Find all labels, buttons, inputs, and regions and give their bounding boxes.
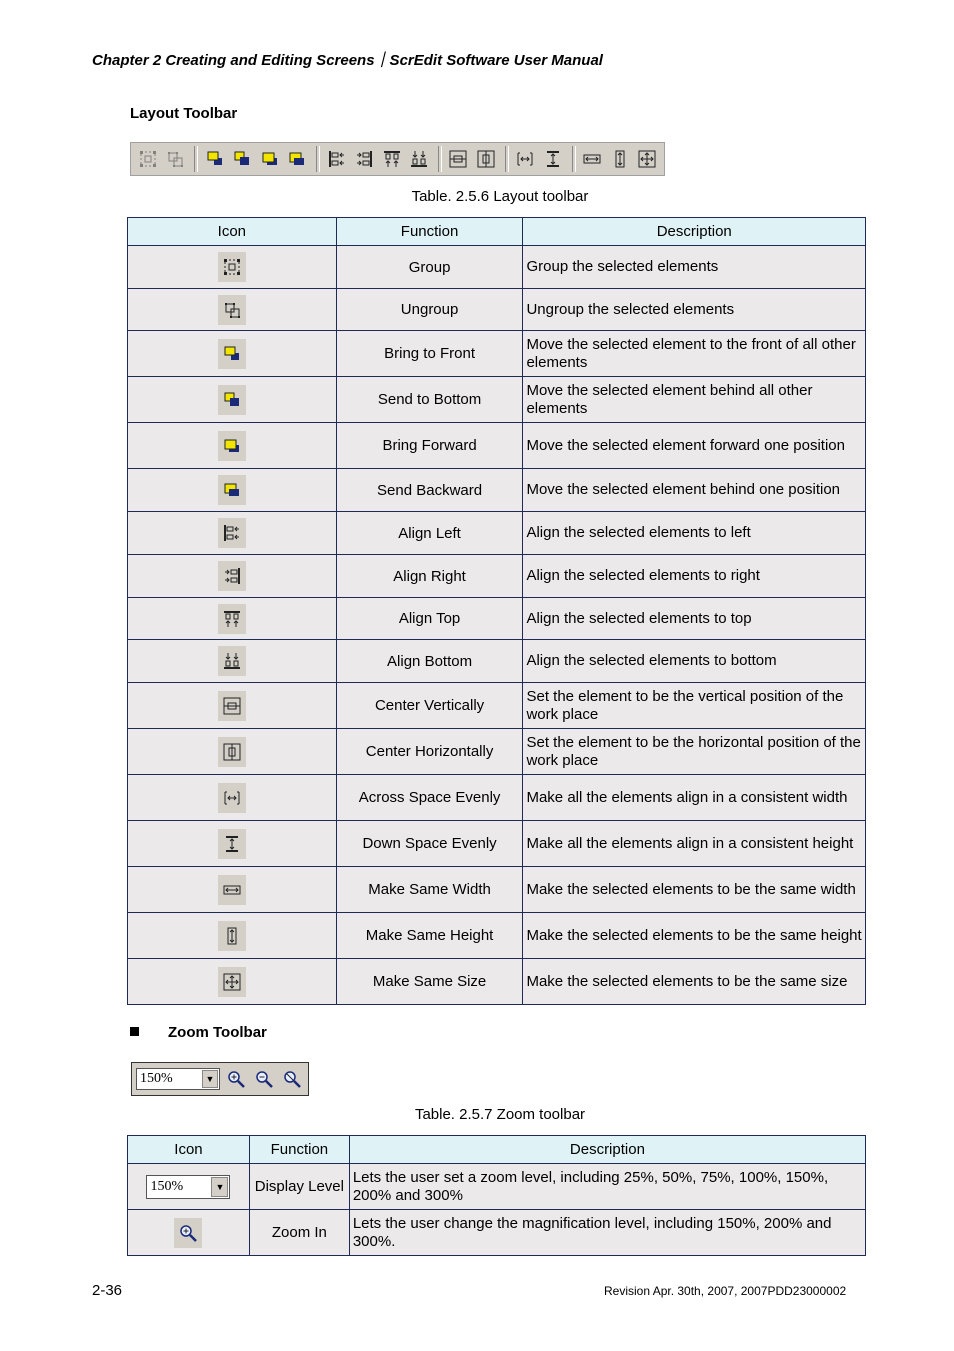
function-cell: Make Same Width (336, 867, 523, 913)
description-cell: Set the element to be the vertical position of the work place (523, 683, 866, 729)
align-right-icon[interactable] (353, 148, 374, 170)
zoom-level-select[interactable] (136, 1068, 220, 1090)
description-cell: Align the selected elements to right (523, 555, 866, 598)
icon-cell (128, 377, 337, 423)
icon-cell (128, 469, 337, 512)
across-space-evenly-icon[interactable] (515, 148, 536, 170)
description-cell: Set the element to be the horizontal position of the work place (523, 729, 866, 775)
layout-toolbar (130, 142, 665, 176)
icon-cell (128, 959, 337, 1005)
layout-table-caption: Table. 2.5.6 Layout toolbar (411, 188, 589, 205)
center-horizontally-icon[interactable] (475, 148, 496, 170)
dropdown-arrow-icon[interactable]: ▼ (202, 1070, 218, 1088)
down-space-evenly-icon (218, 829, 246, 859)
function-cell: Center Horizontally (336, 729, 523, 775)
zoom-table-caption: Table. 2.5.7 Zoom toolbar (414, 1106, 586, 1123)
table-row (128, 821, 866, 867)
send-backward-icon (218, 475, 246, 505)
table-row (128, 1210, 866, 1256)
zoom-toolbar-heading: Zoom Toolbar (168, 1024, 267, 1041)
down-space-evenly-icon[interactable] (542, 148, 563, 170)
bullet-marker (130, 1027, 139, 1036)
send-to-bottom-icon (218, 385, 246, 415)
zoom-fit-icon[interactable] (280, 1067, 304, 1091)
bring-to-front-icon (218, 339, 246, 369)
toolbar-separator (194, 146, 198, 172)
revision-note: Revision Apr. 30th, 2007, 2007PDD23000002 (604, 1284, 847, 1298)
table-row (128, 729, 866, 775)
table-row (128, 867, 866, 913)
table-row (128, 512, 866, 555)
description-cell: Move the selected element forward one position (523, 423, 866, 469)
description-cell: Align the selected elements to left (523, 512, 866, 555)
layout-toolbar-heading: Layout Toolbar (130, 105, 238, 122)
table-row (128, 775, 866, 821)
function-cell: Bring Forward (336, 423, 523, 469)
description-cell: Make the selected elements to be the same size (523, 959, 866, 1005)
icon-cell (128, 683, 337, 729)
function-cell: Make Same Height (336, 913, 523, 959)
description-cell: Move the selected element to the front of all other elements (523, 331, 866, 377)
icon-cell (128, 775, 337, 821)
table-row (128, 246, 866, 289)
function-cell: Display Level (249, 1164, 349, 1210)
across-space-evenly-icon (218, 783, 246, 813)
group-icon (218, 252, 246, 282)
align-bottom-icon[interactable] (408, 148, 429, 170)
function-cell: Bring to Front (336, 331, 523, 377)
description-cell: Ungroup the selected elements (523, 289, 866, 331)
function-cell: Ungroup (336, 289, 523, 331)
function-cell: Send to Bottom (336, 377, 523, 423)
zoom-toolbar (131, 1062, 309, 1096)
make-same-width-icon[interactable] (582, 148, 603, 170)
function-cell: Make Same Size (336, 959, 523, 1005)
table-row (128, 598, 866, 640)
table-row (128, 469, 866, 512)
icon-cell (128, 729, 337, 775)
toolbar-separator (438, 146, 442, 172)
icon-cell (128, 1210, 250, 1256)
column-header-function: Function (249, 1136, 349, 1164)
table-row (128, 683, 866, 729)
icon-cell (128, 289, 337, 331)
table-row (128, 913, 866, 959)
ungroup-icon[interactable] (164, 148, 185, 170)
table-row (128, 423, 866, 469)
function-cell: Down Space Evenly (336, 821, 523, 867)
function-cell: Group (336, 246, 523, 289)
zoom-level-value: 150% (140, 1071, 173, 1086)
table-row (128, 640, 866, 683)
page-number: 2-36 (92, 1282, 123, 1299)
icon-cell (128, 821, 337, 867)
function-cell: Across Space Evenly (336, 775, 523, 821)
column-header-description: Description (349, 1136, 865, 1164)
description-cell: Lets the user set a zoom level, including 25%, 50%, 75%, 100%, 150%, 200% and 300% (349, 1164, 865, 1210)
column-header-icon: Icon (128, 1136, 250, 1164)
send-to-bottom-icon[interactable] (231, 148, 252, 170)
center-vertically-icon (218, 691, 246, 721)
description-cell: Make the selected elements to be the same height (523, 913, 866, 959)
function-cell: Zoom In (249, 1210, 349, 1256)
column-header-function: Function (336, 218, 523, 246)
description-cell: Make the selected elements to be the same width (523, 867, 866, 913)
description-cell: Move the selected element behind one position (523, 469, 866, 512)
function-cell: Align Left (336, 512, 523, 555)
function-cell: Align Right (336, 555, 523, 598)
toolbar-separator (572, 146, 576, 172)
icon-cell (128, 867, 337, 913)
table-row (128, 331, 866, 377)
icon-cell (128, 555, 337, 598)
function-cell: Align Top (336, 598, 523, 640)
description-cell: Make all the elements align in a consistent width (523, 775, 866, 821)
send-backward-icon[interactable] (286, 148, 307, 170)
description-cell: Align the selected elements to top (523, 598, 866, 640)
zoom-level-select[interactable] (146, 1175, 230, 1199)
bring-to-front-icon[interactable] (204, 148, 225, 170)
description-cell: Align the selected elements to bottom (523, 640, 866, 683)
table-header-row (128, 1136, 866, 1164)
table-row (128, 377, 866, 423)
center-vertically-icon[interactable] (448, 148, 469, 170)
align-top-icon (218, 604, 246, 634)
group-icon[interactable] (137, 148, 158, 170)
bring-forward-icon[interactable] (259, 148, 280, 170)
icon-cell (128, 512, 337, 555)
table-header-row (128, 218, 866, 246)
layout-toolbar-table (127, 217, 866, 1005)
table-row (128, 1164, 866, 1210)
zoom-in-icon[interactable] (224, 1067, 248, 1091)
make-same-size-icon (218, 967, 246, 997)
zoom-toolbar-table (127, 1135, 866, 1256)
table-row (128, 289, 866, 331)
dropdown-arrow-icon[interactable]: ▼ (211, 1177, 228, 1197)
description-cell: Group the selected elements (523, 246, 866, 289)
function-cell: Send Backward (336, 469, 523, 512)
description-cell: Make all the elements align in a consistent height (523, 821, 866, 867)
ungroup-icon (218, 295, 246, 325)
column-header-icon: Icon (128, 218, 337, 246)
zoom-in-icon (174, 1218, 202, 1248)
description-cell: Lets the user change the magnification level, including 150%, 200% and 300%. (349, 1210, 865, 1256)
toolbar-separator (316, 146, 320, 172)
make-same-height-icon (218, 921, 246, 951)
align-left-icon[interactable] (326, 148, 347, 170)
zoom-out-icon[interactable] (252, 1067, 276, 1091)
make-same-size-icon[interactable] (637, 148, 658, 170)
align-top-icon[interactable] (381, 148, 402, 170)
function-cell: Align Bottom (336, 640, 523, 683)
align-right-icon (218, 561, 246, 591)
table-row (128, 555, 866, 598)
function-cell: Center Vertically (336, 683, 523, 729)
icon-cell (128, 598, 337, 640)
bring-forward-icon (218, 431, 246, 461)
column-header-description: Description (523, 218, 866, 246)
page-header: Chapter 2 Creating and Editing Screens｜ScrEdit Software User Manual (92, 52, 603, 69)
icon-cell (128, 913, 337, 959)
make-same-width-icon (218, 875, 246, 905)
description-cell: Move the selected element behind all other elements (523, 377, 866, 423)
zoom-level-value: 150% (150, 1178, 184, 1194)
toolbar-separator (505, 146, 509, 172)
icon-cell (128, 423, 337, 469)
table-row (128, 959, 866, 1005)
icon-cell (128, 246, 337, 289)
make-same-height-icon[interactable] (609, 148, 630, 170)
align-left-icon (218, 518, 246, 548)
align-bottom-icon (218, 646, 246, 676)
center-horizontally-icon (218, 737, 246, 767)
icon-cell (128, 331, 337, 377)
icon-cell (128, 640, 337, 683)
icon-cell (128, 1164, 250, 1210)
